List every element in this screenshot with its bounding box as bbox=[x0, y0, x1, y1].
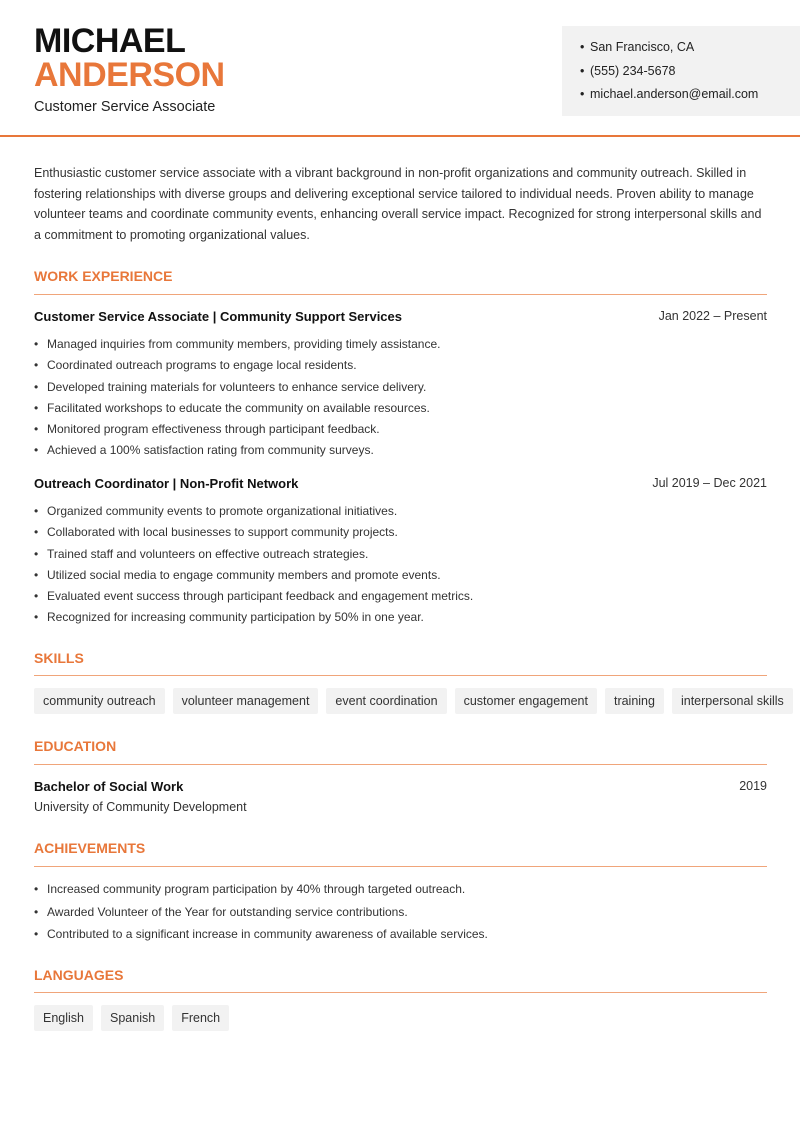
job-role: Outreach Coordinator | Non-Profit Network bbox=[34, 476, 299, 491]
resume-header bbox=[0, 0, 800, 137]
skill-chip: training bbox=[605, 688, 664, 714]
skill-chip: event coordination bbox=[326, 688, 446, 714]
list-item: • Trained staff and volunteers on effective outreach strategies. bbox=[34, 546, 767, 567]
language-chip: English bbox=[34, 1005, 93, 1031]
list-item: • Coordinated outreach programs to engage local residents. bbox=[34, 357, 767, 378]
education-degree: Bachelor of Social Work bbox=[34, 779, 184, 794]
list-item: • Facilitated workshops to educate the community on available resources. bbox=[34, 400, 767, 421]
job-dates: Jan 2022 – Present bbox=[658, 309, 767, 323]
contact-list bbox=[580, 39, 758, 110]
language-chip: Spanish bbox=[101, 1005, 164, 1031]
list-item: • Collaborated with local businesses to support community projects. bbox=[34, 524, 767, 545]
list-item: • Monitored program effectiveness through participant feedback. bbox=[34, 421, 767, 442]
section-title-skills: SKILLS bbox=[34, 650, 84, 666]
section-divider bbox=[34, 294, 767, 295]
list-item: • Managed inquiries from community members, providing timely assistance. bbox=[34, 336, 767, 357]
job-bullets bbox=[34, 503, 767, 631]
education-school: University of Community Development bbox=[34, 800, 247, 814]
job-header bbox=[34, 309, 767, 324]
section-title-work: WORK EXPERIENCE bbox=[34, 268, 173, 284]
list-item: • Organized community events to promote organizational initiatives. bbox=[34, 503, 767, 524]
skill-chip: customer engagement bbox=[455, 688, 597, 714]
section-title-achievements: ACHIEVEMENTS bbox=[34, 840, 146, 856]
job-bullets bbox=[34, 336, 767, 464]
education-year: 2019 bbox=[739, 779, 767, 793]
job-title: Customer Service Associate bbox=[34, 99, 216, 115]
list-item: • Developed training materials for volunteers to enhance service delivery. bbox=[34, 379, 767, 400]
list-item: • Awarded Volunteer of the Year for outstanding service contributions. bbox=[34, 904, 767, 927]
job-header bbox=[34, 476, 767, 491]
contact-panel bbox=[562, 26, 800, 116]
skill-chip: interpersonal skills bbox=[672, 688, 793, 714]
contact-phone: • (555) 234-5678 bbox=[580, 63, 758, 87]
first-name: MICHAEL bbox=[34, 22, 186, 60]
skills-list bbox=[34, 688, 793, 714]
list-item: • Utilized social media to engage community members and promote events. bbox=[34, 567, 767, 588]
list-item: • Contributed to a significant increase in community awareness of available services. bbox=[34, 926, 767, 949]
contact-email: • michael.anderson@email.com bbox=[580, 86, 758, 110]
language-chip: French bbox=[172, 1005, 229, 1031]
list-item: • Increased community program participation by 40% through targeted outreach. bbox=[34, 881, 767, 904]
job-dates: Jul 2019 – Dec 2021 bbox=[652, 476, 767, 490]
list-item: • Recognized for increasing community participation by 50% in one year. bbox=[34, 609, 767, 630]
job-role: Customer Service Associate | Community Support Services bbox=[34, 309, 402, 324]
section-title-languages: LANGUAGES bbox=[34, 967, 124, 983]
section-divider bbox=[34, 764, 767, 765]
achievements-list bbox=[34, 881, 767, 949]
section-title-education: EDUCATION bbox=[34, 738, 117, 754]
last-name: ANDERSON bbox=[34, 56, 225, 94]
list-item: • Evaluated event success through participant feedback and engagement metrics. bbox=[34, 588, 767, 609]
section-divider bbox=[34, 866, 767, 867]
skill-chip: community outreach bbox=[34, 688, 165, 714]
languages-list bbox=[34, 1005, 229, 1031]
contact-location: • San Francisco, CA bbox=[580, 39, 758, 63]
section-divider bbox=[34, 992, 767, 993]
skill-chip: volunteer management bbox=[173, 688, 319, 714]
section-divider bbox=[34, 675, 767, 676]
list-item: • Achieved a 100% satisfaction rating from community surveys. bbox=[34, 442, 767, 463]
summary: Enthusiastic customer service associate with a vibrant background in non-profit organizations and community outreach. Skilled in fostering relationships with diverse groups and delivering exceptional service tailored to individual needs. Proven ability to manage volunteer teams and coordinate community events, enhancing overall service impact. Recognized for strong interpersonal skills and a commitment to promoting organizational values. bbox=[34, 166, 762, 243]
